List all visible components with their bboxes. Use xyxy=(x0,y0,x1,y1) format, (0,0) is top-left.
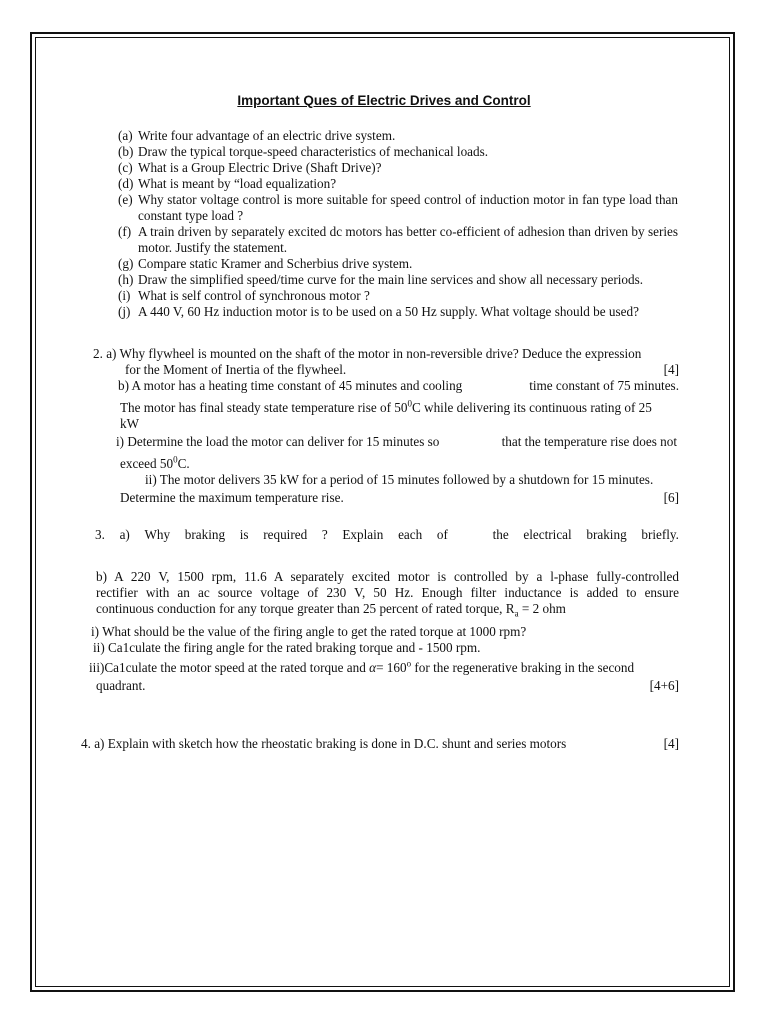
list-item: (e) Why stator voltage control is more suitable for speed control of induction motor in fan type load than constant type load ? xyxy=(118,192,678,223)
list-item: (j) A 440 V, 60 Hz induction motor is to be used on a 50 Hz supply. What voltage should be used? xyxy=(118,304,639,319)
q3b-part-iii-line-2: quadrant. [4+6] xyxy=(96,678,679,693)
q4-marks: [4] xyxy=(663,736,679,751)
q3-marks: [4+6] xyxy=(649,678,679,693)
q2bi-line-2: exceed $50^0C$. xyxy=(120,454,190,471)
q4-line: 4. a) Explain with sketch how the rheostatic braking is done in D.C. shunt and series motors [4] xyxy=(81,736,679,751)
q3b-part-iii-line-1: iii)Ca1culate the motor speed at the rated torque and $\alpha= 160^o$ for the regenerative braking in the second xyxy=(89,658,635,675)
list-item: (d) What is meant by “load equalization? xyxy=(118,176,337,191)
list-item: (a) Write four advantage of an electric drive system. xyxy=(118,128,396,143)
q2b-line-3: kW xyxy=(120,416,140,431)
q2b-marks: [6] xyxy=(663,490,679,505)
list-item: (c) What is a Group Electric Drive (Shaft Drive)? xyxy=(118,160,382,175)
list-item: (h) Draw the simplified speed/time curve for the main line services and show all necessary periods. xyxy=(118,272,643,287)
q3b-line-1: b) A 220 V, 1500 rpm, 11.6 A separately excited motor is controlled by a l-phase fully-controlled xyxy=(96,569,679,584)
q2a-marks: [4] xyxy=(663,362,679,377)
q3b-line-3: continuous conduction for any torque greater than 25 percent of rated torque, $R_a = 2$ ohm xyxy=(96,601,566,619)
q3b-part-ii: ii) Ca1culate the firing angle for the rated braking torque and - 1500 rpm. xyxy=(93,640,481,655)
q3b-part-i: i) What should be the value of the firing angle to get the rated torque at 1000 rpm? xyxy=(91,624,527,639)
q2bii-line-2: Determine the maximum temperature rise. [6] xyxy=(120,490,679,505)
q2a-line-2: for the Moment of Inertia of the flywheel. [4] xyxy=(125,362,679,377)
q2a-line-1: 2. a) Why flywheel is mounted on the shaft of the motor in non-reversible drive? Deduce the expression xyxy=(93,346,642,361)
q3a-line: 3. a) Why braking is required ? Explain each of the electrical braking briefly. xyxy=(95,527,679,542)
page-title: Important Ques of Electric Drives and Control xyxy=(237,93,531,108)
q2bi-line-1: i) Determine the load the motor can deliver for 15 minutes so that the temperature rise does not xyxy=(116,434,677,449)
list-item: (i) What is self control of synchronous motor ? xyxy=(118,288,370,303)
list-item: (f) A train driven by separately excited dc motors has better co-efficient of adhesion than driven by series motor. Justify the statement. xyxy=(118,224,678,255)
q2b-line-2: The motor has final steady state temperature rise of $50^0C$ while delivering its continuous rating of 25 xyxy=(120,398,652,415)
list-item: (b) Draw the typical torque-speed characteristics of mechanical loads. xyxy=(118,144,489,159)
q2bii-line-1: ii) The motor delivers 35 kW for a period of 15 minutes followed by a shutdown for 15 minutes. xyxy=(145,472,654,487)
question-1-list xyxy=(118,128,678,320)
list-item: (g) Compare static Kramer and Scherbius drive system. xyxy=(118,256,413,271)
q2b-line-1: b) A motor has a heating time constant of 45 minutes and cooling time constant of 75 minutes. xyxy=(118,378,679,393)
q3b-line-2: rectifier with an ac source voltage of 230 V, 50 Hz. Enough filter inductance is added to ensure xyxy=(96,585,679,600)
